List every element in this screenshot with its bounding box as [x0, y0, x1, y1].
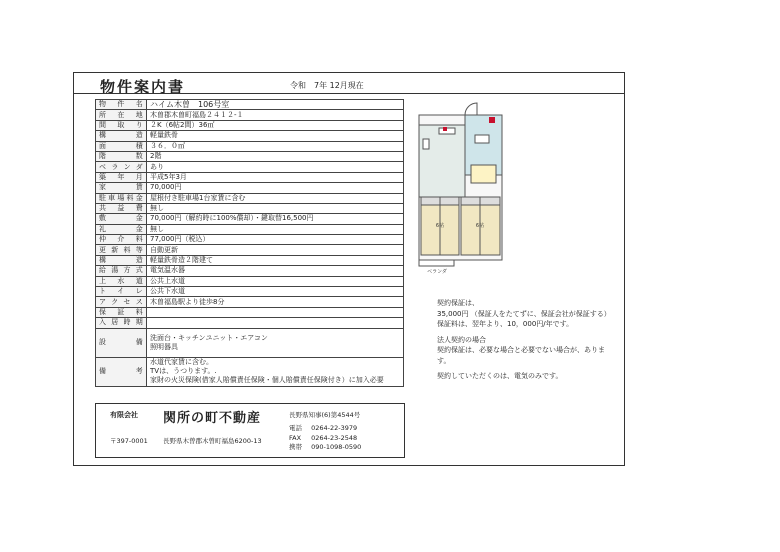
property-row [96, 287, 404, 297]
row-value: 軽量鉄骨造２階建て [147, 255, 404, 265]
row-label: 敷金 [96, 214, 147, 224]
row-value: 電気温水器 [147, 266, 404, 276]
page-title: 物件案内書 [100, 78, 186, 96]
toilet-area [471, 165, 496, 183]
row-label: 保証料 [96, 307, 147, 317]
row-label: 面積 [96, 141, 147, 151]
phone-number: 0264-22-3979 [311, 424, 358, 432]
veranda-label: ベランダ [427, 269, 447, 275]
row-label: 階数 [96, 151, 147, 161]
title-divider [73, 93, 624, 94]
row-value: ３６．０㎡ [147, 141, 404, 151]
row-label: アクセス [96, 297, 147, 307]
property-row [96, 183, 404, 193]
row-label: ベランダ [96, 162, 147, 172]
equipment-row [96, 328, 404, 357]
property-row [96, 224, 404, 234]
row-value: 屋根付き駐車場1台家賃に含む [147, 193, 404, 203]
row-label: 間取り [96, 120, 147, 130]
row-value: ２K（6帖2間）36㎡ [147, 120, 404, 130]
issue-date: 令和 7年 12月現在 [290, 81, 364, 90]
property-row [96, 100, 404, 110]
row-label: 家賃 [96, 183, 147, 193]
row-value: ハイム木曽 106号室 [147, 100, 404, 110]
utility-note: 契約していただくのは、電気のみです。 [437, 372, 563, 380]
property-row [96, 266, 404, 276]
property-row [96, 276, 404, 286]
property-row [96, 110, 404, 120]
property-row [96, 151, 404, 161]
postal-code: 〒397-0001 [110, 437, 148, 445]
property-row [96, 214, 404, 224]
row-label: 備 考 [96, 357, 147, 386]
mailbox-marker [443, 127, 447, 131]
equipment-line: 洗面台・キッチンユニット・エアコン [150, 333, 268, 342]
company-type: 有限会社 [110, 411, 138, 419]
room-1-label: 6帖 [435, 223, 445, 229]
row-label: 上水道 [96, 276, 147, 286]
floor-plan [413, 95, 508, 275]
mobile-number: 090-1098-0590 [311, 443, 362, 451]
row-value [147, 307, 404, 317]
row-label: 設 備 [96, 328, 147, 357]
row-value: 自動更新 [147, 245, 404, 255]
contact-list: 電話 0264-22-3979 FAX 0264-23-2548 携帯 090-1098-0590 [289, 424, 362, 451]
row-value: 70,000円（解約時に100%償却）・鍵取替16,500円 [147, 214, 404, 224]
contract-notes [437, 298, 627, 387]
row-label: トイレ [96, 287, 147, 297]
veranda [419, 260, 454, 266]
property-row [96, 141, 404, 151]
row-value: 公共下水道 [147, 287, 404, 297]
remarks-line: 家財の火災保険(借家人賠償責任保険・個人賠償責任保険付き）に加入必要 [150, 376, 384, 385]
row-value [147, 318, 404, 328]
guarantee-note: 契約保証は、 35,000円 （保証人をたてずに、保証会社が保証する） 保証料は、翌年より、10，000円/年です。 [437, 299, 611, 328]
equipment-text [147, 328, 404, 357]
row-value: 無し [147, 224, 404, 234]
row-value: 2階 [147, 151, 404, 161]
row-label: 共益費 [96, 203, 147, 213]
company-address: 長野県木曽郡木曽町福島6200-13 [163, 437, 262, 445]
row-value: 木曽福島駅より徒歩8分 [147, 297, 404, 307]
row-label: 構造 [96, 255, 147, 265]
property-row [96, 193, 404, 203]
row-label: 礼金 [96, 224, 147, 234]
property-row [96, 172, 404, 182]
kitchen-area [419, 125, 465, 197]
property-table [95, 99, 404, 387]
company-name: 関所の町不動産 [163, 411, 262, 426]
refrigerator [423, 139, 429, 149]
row-value: 70,000円 [147, 183, 404, 193]
property-row [96, 203, 404, 213]
remarks-row [96, 357, 404, 386]
row-label: 駐車場料金 [96, 193, 147, 203]
row-label: 給湯方式 [96, 266, 147, 276]
door-swing [465, 103, 477, 115]
row-value: 公共上水道 [147, 276, 404, 286]
property-row [96, 297, 404, 307]
row-label: 入居時期 [96, 318, 147, 328]
remarks-line: 水道代家賃に含む。 [150, 358, 213, 367]
property-row [96, 162, 404, 172]
entrance-marker [489, 117, 495, 123]
remarks-text [147, 357, 404, 386]
row-label: 所在地 [96, 110, 147, 120]
room-2-label: 6帖 [475, 223, 485, 229]
property-row [96, 245, 404, 255]
row-label: 更新料等 [96, 245, 147, 255]
company-box [95, 403, 405, 458]
row-label: 築年月 [96, 172, 147, 182]
corporate-note: 法人契約の場合 契約保証は、必要な場合と必要でない場合が、ありま す。 [437, 335, 605, 365]
property-row [96, 235, 404, 245]
row-value: 平成5年3月 [147, 172, 404, 182]
property-row [96, 318, 404, 328]
property-row [96, 131, 404, 141]
row-value: あり [147, 162, 404, 172]
remarks-line: TVは、うつります。. [150, 367, 217, 376]
washbasin [475, 135, 489, 143]
row-value: 軽量鉄骨 [147, 131, 404, 141]
license-number: 長野県知事(6)第4544号 [289, 411, 361, 419]
equipment-line: 照明器具 [150, 342, 178, 351]
property-row [96, 307, 404, 317]
property-row [96, 255, 404, 265]
row-value: 木曽郡木曽町福島２４１２-１ [147, 110, 404, 120]
row-value: 77,000円（税込） [147, 235, 404, 245]
row-value: 無し [147, 203, 404, 213]
row-label: 物 件 名 [96, 100, 147, 110]
row-label: 構造 [96, 131, 147, 141]
fax-number: 0264-23-2548 [311, 433, 358, 442]
property-row [96, 120, 404, 130]
row-label: 仲介料 [96, 235, 147, 245]
